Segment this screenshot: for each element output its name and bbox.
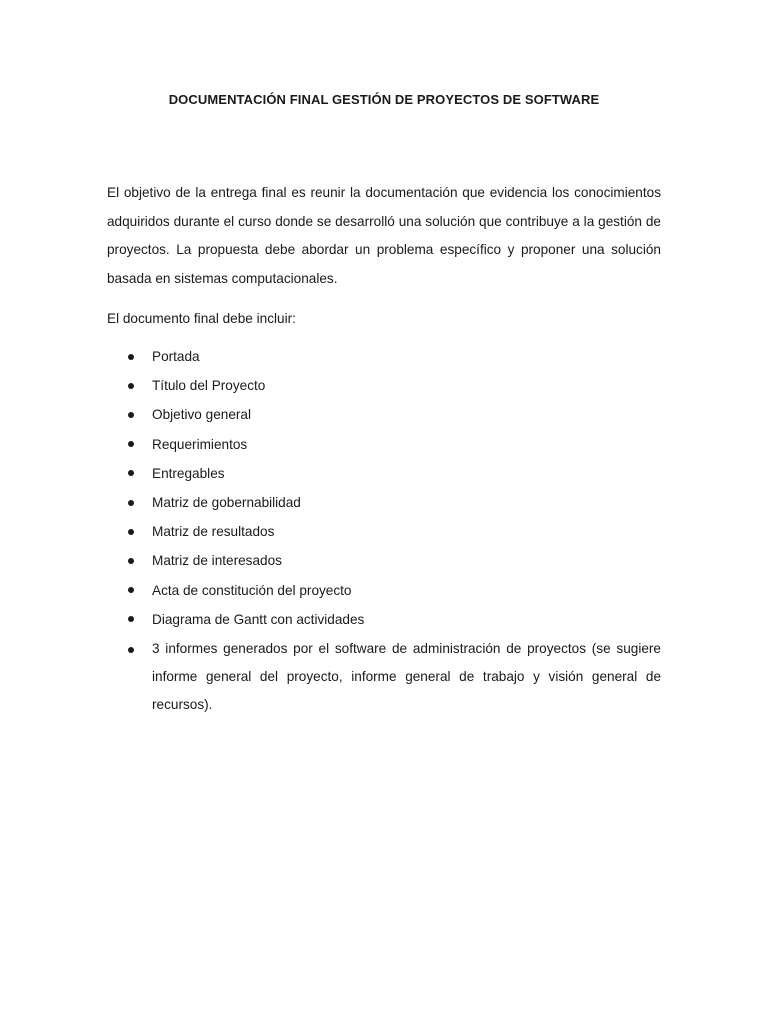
list-item [128,459,661,488]
list-item [128,635,661,720]
list-item-text: Entregables [152,465,225,481]
list-item [128,488,661,517]
bullet-icon [128,441,134,447]
list-item-text: Requerimientos [152,436,248,452]
list-item-text: Diagrama de Gantt con actividades [152,611,365,627]
list-item-text: Matriz de resultados [152,524,275,540]
bullet-icon [128,616,134,622]
bullet-icon [128,529,134,535]
list-item [128,605,661,634]
bullet-icon [128,412,134,418]
list-item [128,400,661,429]
list-lead-text: El documento final debe incluir: [107,311,296,326]
document-title: DOCUMENTACIÓN FINAL GESTIÓN DE PROYECTOS DE SOFTWARE [168,92,600,107]
bullet-icon [128,587,134,593]
bullet-icon [128,470,134,476]
list-item [128,576,661,605]
bullet-icon [128,647,134,653]
list-item [128,546,661,575]
bullet-icon [128,558,134,564]
list-item-text: Matriz de gobernabilidad [152,495,301,511]
list-item-text: Portada [152,349,200,364]
list-item-text: Matriz de interesados [152,553,282,569]
bullet-icon [128,500,134,506]
list-item [128,342,661,371]
bullet-icon [128,354,134,360]
intro-paragraph: El objetivo de la entrega final es reunir la documentación que evidencia los conocimientos adquiridos durante el curso donde se desarrolló una solución que contribuye a la gestión de proyectos. La propuesta debe abordar un problema específico y proponer una solución basada en sistemas computacionales. [107,185,661,286]
list-item [128,371,661,400]
list-item-text: Objetivo general [152,407,251,423]
list-item [128,430,661,459]
list-item-text: Acta de constitución del proyecto [152,582,352,598]
list-item-text: Título del Proyecto [152,378,266,394]
list-item [128,517,661,546]
list-item-text: 3 informes generados por el software de administración de proyectos (se sugiere informe general del proyecto, informe general de trabajo y visión general de recursos). [152,641,661,713]
bullet-icon [128,383,134,389]
requirements-list [128,342,661,720]
